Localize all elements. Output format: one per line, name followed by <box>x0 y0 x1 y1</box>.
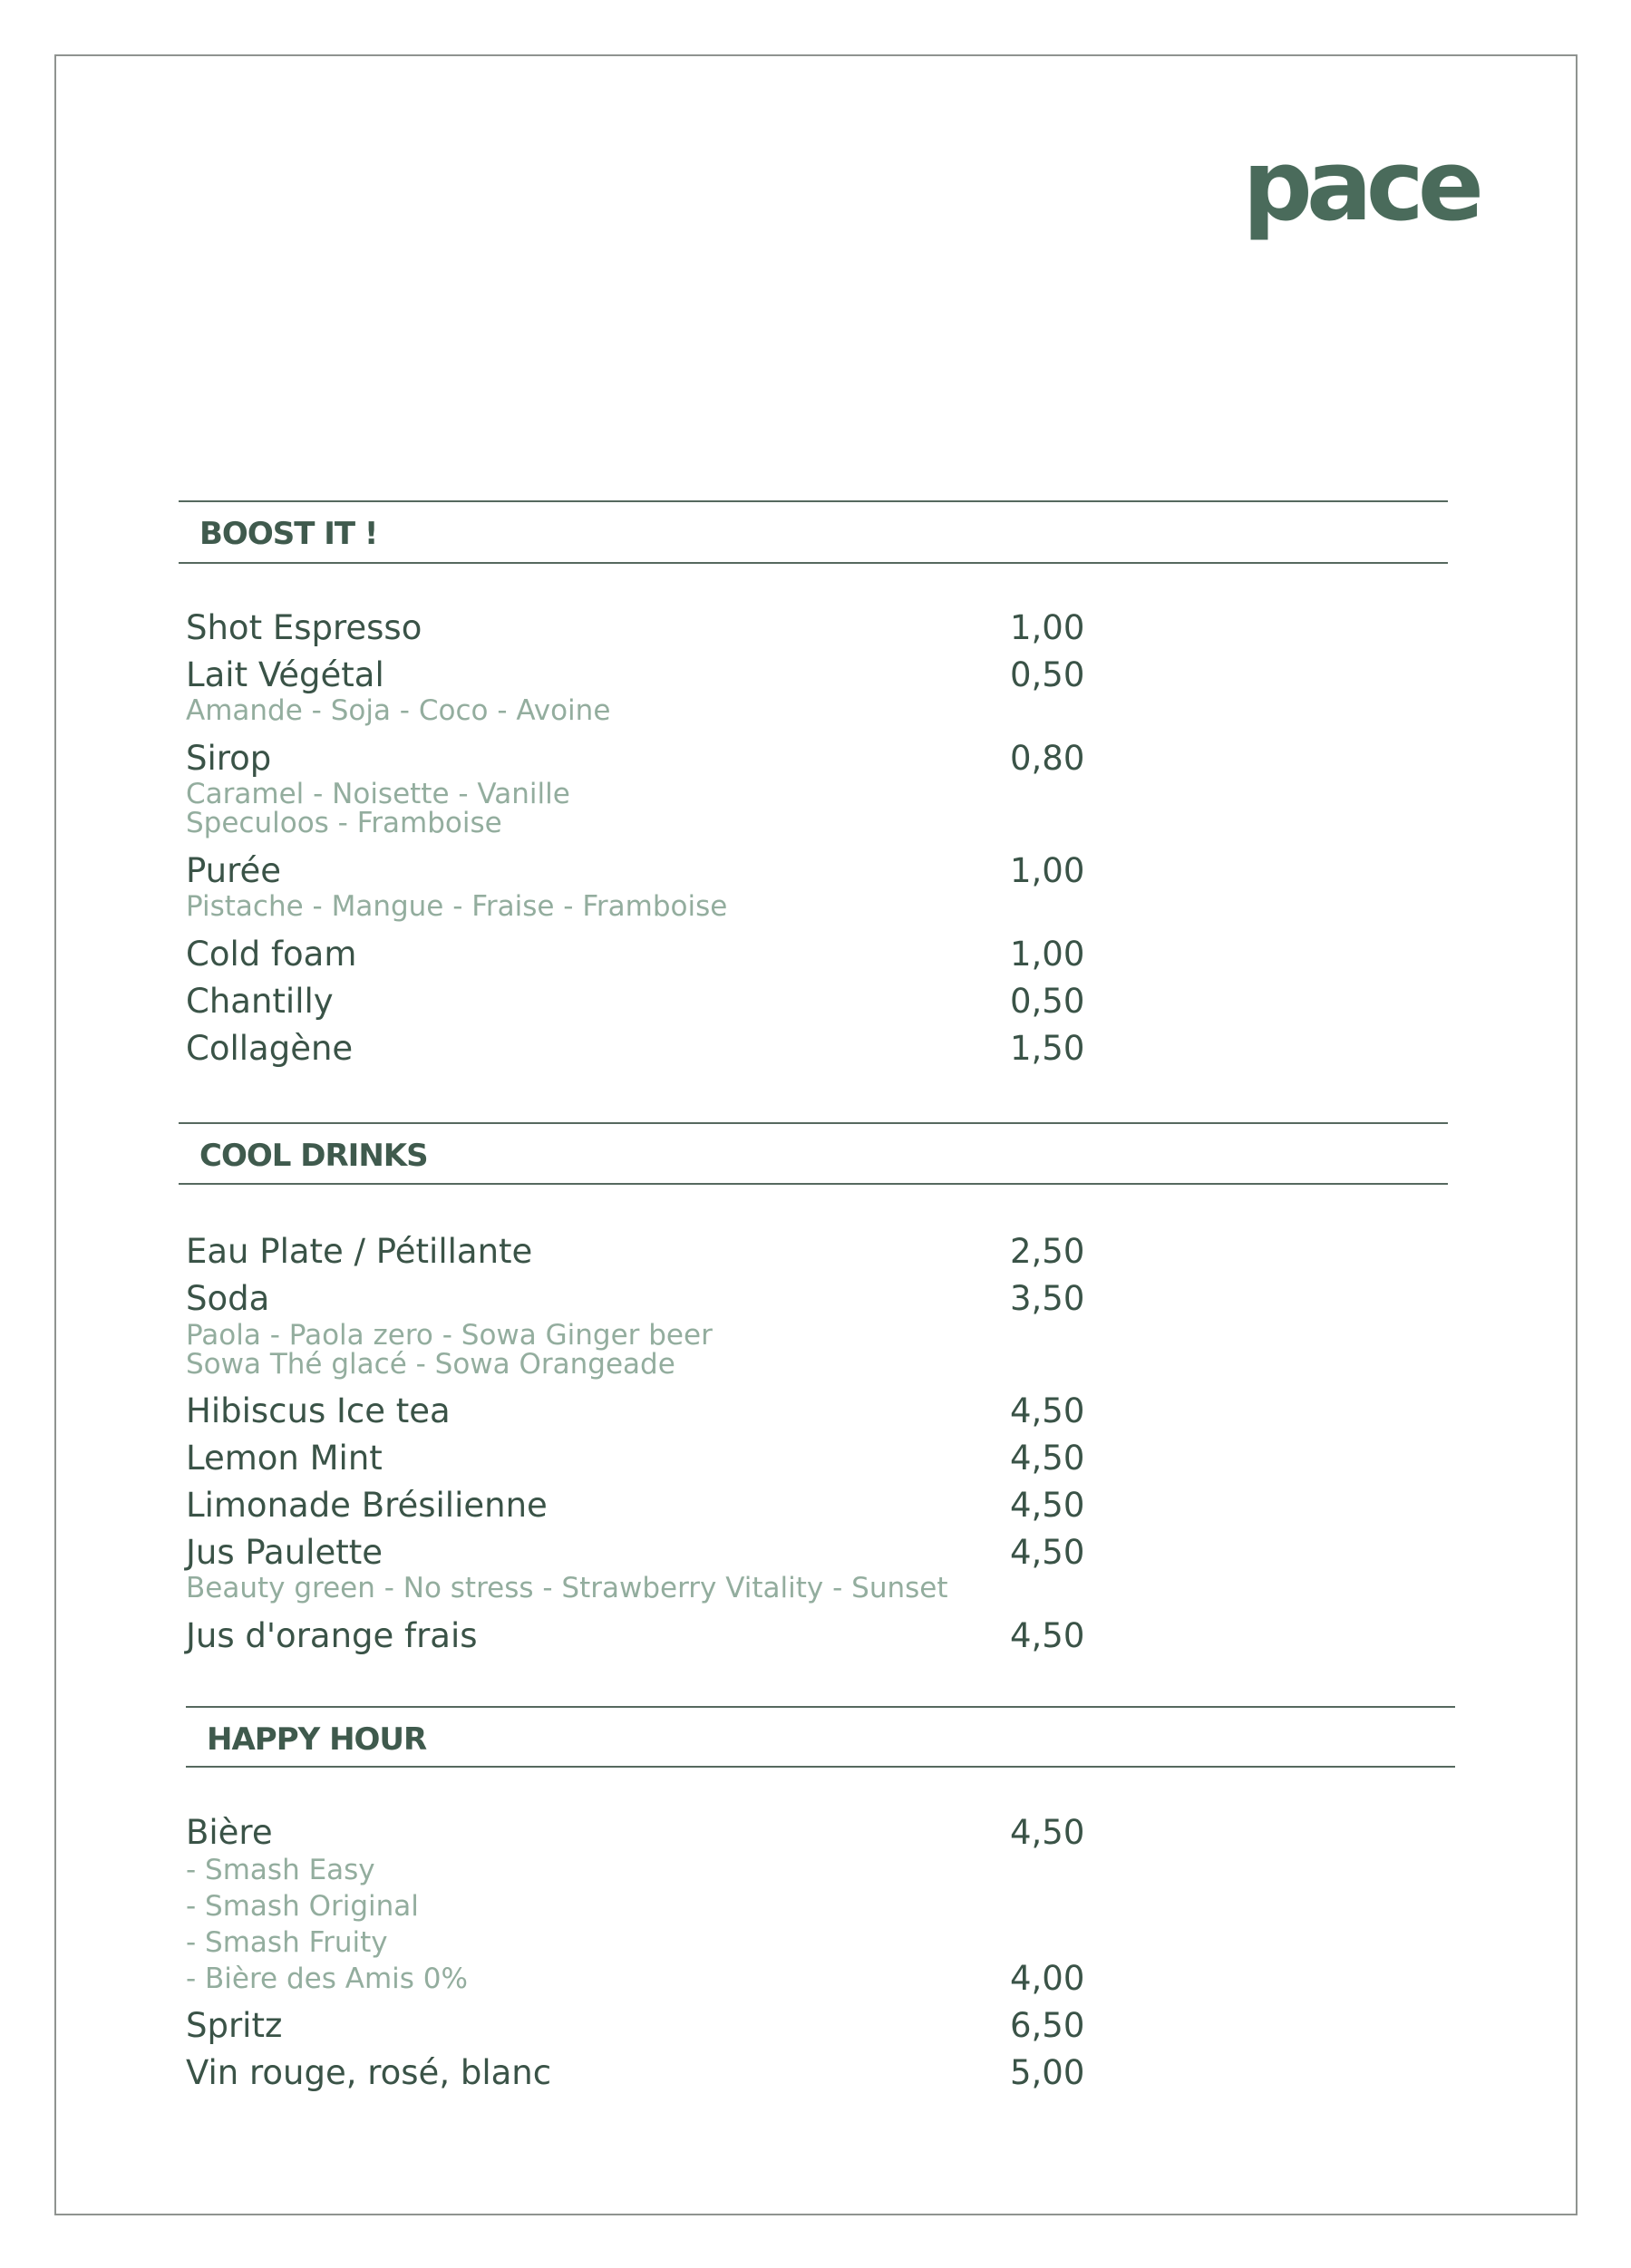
menu-item-price: 1,50 <box>1010 1029 1085 1068</box>
menu-item-name: Jus d'orange frais <box>186 1616 478 1655</box>
menu-item-options: Beauty green - No stress - Strawberry Vitality - Sunset <box>186 1572 948 1604</box>
menu-item-option-price: 4,00 <box>1010 1959 1085 1998</box>
menu-item-price: 0,80 <box>1010 739 1085 778</box>
menu-item-price: 5,00 <box>1010 2053 1085 2092</box>
section-rule-top <box>186 1706 1455 1708</box>
menu-item-name: Soda <box>186 1279 270 1318</box>
menu-item-options: - Smash Easy <box>186 1854 375 1886</box>
menu-item-price: 4,50 <box>1010 1439 1085 1478</box>
section-title: COOL DRINKS <box>199 1138 428 1174</box>
section-rule-bottom <box>186 1766 1455 1768</box>
brand-logo: pace <box>1242 130 1478 243</box>
menu-item-price: 4,50 <box>1010 1616 1085 1655</box>
section-rule-bottom <box>179 1183 1448 1185</box>
menu-item-name: Jus Paulette <box>186 1533 383 1572</box>
menu-item-options: - Bière des Amis 0% <box>186 1963 468 1995</box>
menu-item-price: 1,00 <box>1010 935 1085 974</box>
menu-item-name: Hibiscus Ice tea <box>186 1391 451 1430</box>
menu-item-price: 4,50 <box>1010 1391 1085 1430</box>
section-rule-top <box>179 500 1448 502</box>
menu-item-options: - Smash Original <box>186 1890 419 1923</box>
menu-item-name: Collagène <box>186 1029 354 1068</box>
menu-item-name: Chantilly <box>186 982 334 1021</box>
menu-item-options: Amande - Soja - Coco - Avoine <box>186 694 611 727</box>
menu-item-name: Vin rouge, rosé, blanc <box>186 2053 552 2092</box>
menu-item-options: Paola - Paola zero - Sowa Ginger beer <box>186 1319 713 1352</box>
section-title: HAPPY HOUR <box>207 1721 427 1758</box>
menu-item-name: Purée <box>186 851 282 890</box>
menu-item-price: 0,50 <box>1010 655 1085 694</box>
section-title: BOOST IT ! <box>199 516 378 552</box>
menu-item-options: Pistache - Mangue - Fraise - Framboise <box>186 890 728 923</box>
menu-item-price: 4,50 <box>1010 1533 1085 1572</box>
menu-item-name: Sirop <box>186 739 272 778</box>
section-rule-bottom <box>179 562 1448 564</box>
menu-item-price: 6,50 <box>1010 2006 1085 2045</box>
menu-item-price: 2,50 <box>1010 1232 1085 1271</box>
menu-item-name: Limonade Brésilienne <box>186 1486 548 1525</box>
menu-item-price: 1,00 <box>1010 851 1085 890</box>
menu-item-options: Sowa Thé glacé - Sowa Orangeade <box>186 1348 675 1381</box>
menu-item-name: Shot Espresso <box>186 608 422 647</box>
menu-item-name: Bière <box>186 1813 273 1852</box>
menu-item-name: Lait Végétal <box>186 655 384 694</box>
section-rule-top <box>179 1122 1448 1124</box>
menu-item-price: 4,50 <box>1010 1813 1085 1852</box>
menu-item-options: Caramel - Noisette - Vanille <box>186 778 570 810</box>
menu-item-options: Speculoos - Framboise <box>186 807 502 839</box>
menu-item-name: Lemon Mint <box>186 1439 383 1478</box>
menu-item-name: Cold foam <box>186 935 357 974</box>
menu-item-options: - Smash Fruity <box>186 1926 388 1959</box>
menu-item-price: 0,50 <box>1010 982 1085 1021</box>
menu-item-name: Spritz <box>186 2006 283 2045</box>
menu-item-price: 3,50 <box>1010 1279 1085 1318</box>
menu-item-price: 1,00 <box>1010 608 1085 647</box>
menu-item-name: Eau Plate / Pétillante <box>186 1232 533 1271</box>
menu-item-price: 4,50 <box>1010 1486 1085 1525</box>
